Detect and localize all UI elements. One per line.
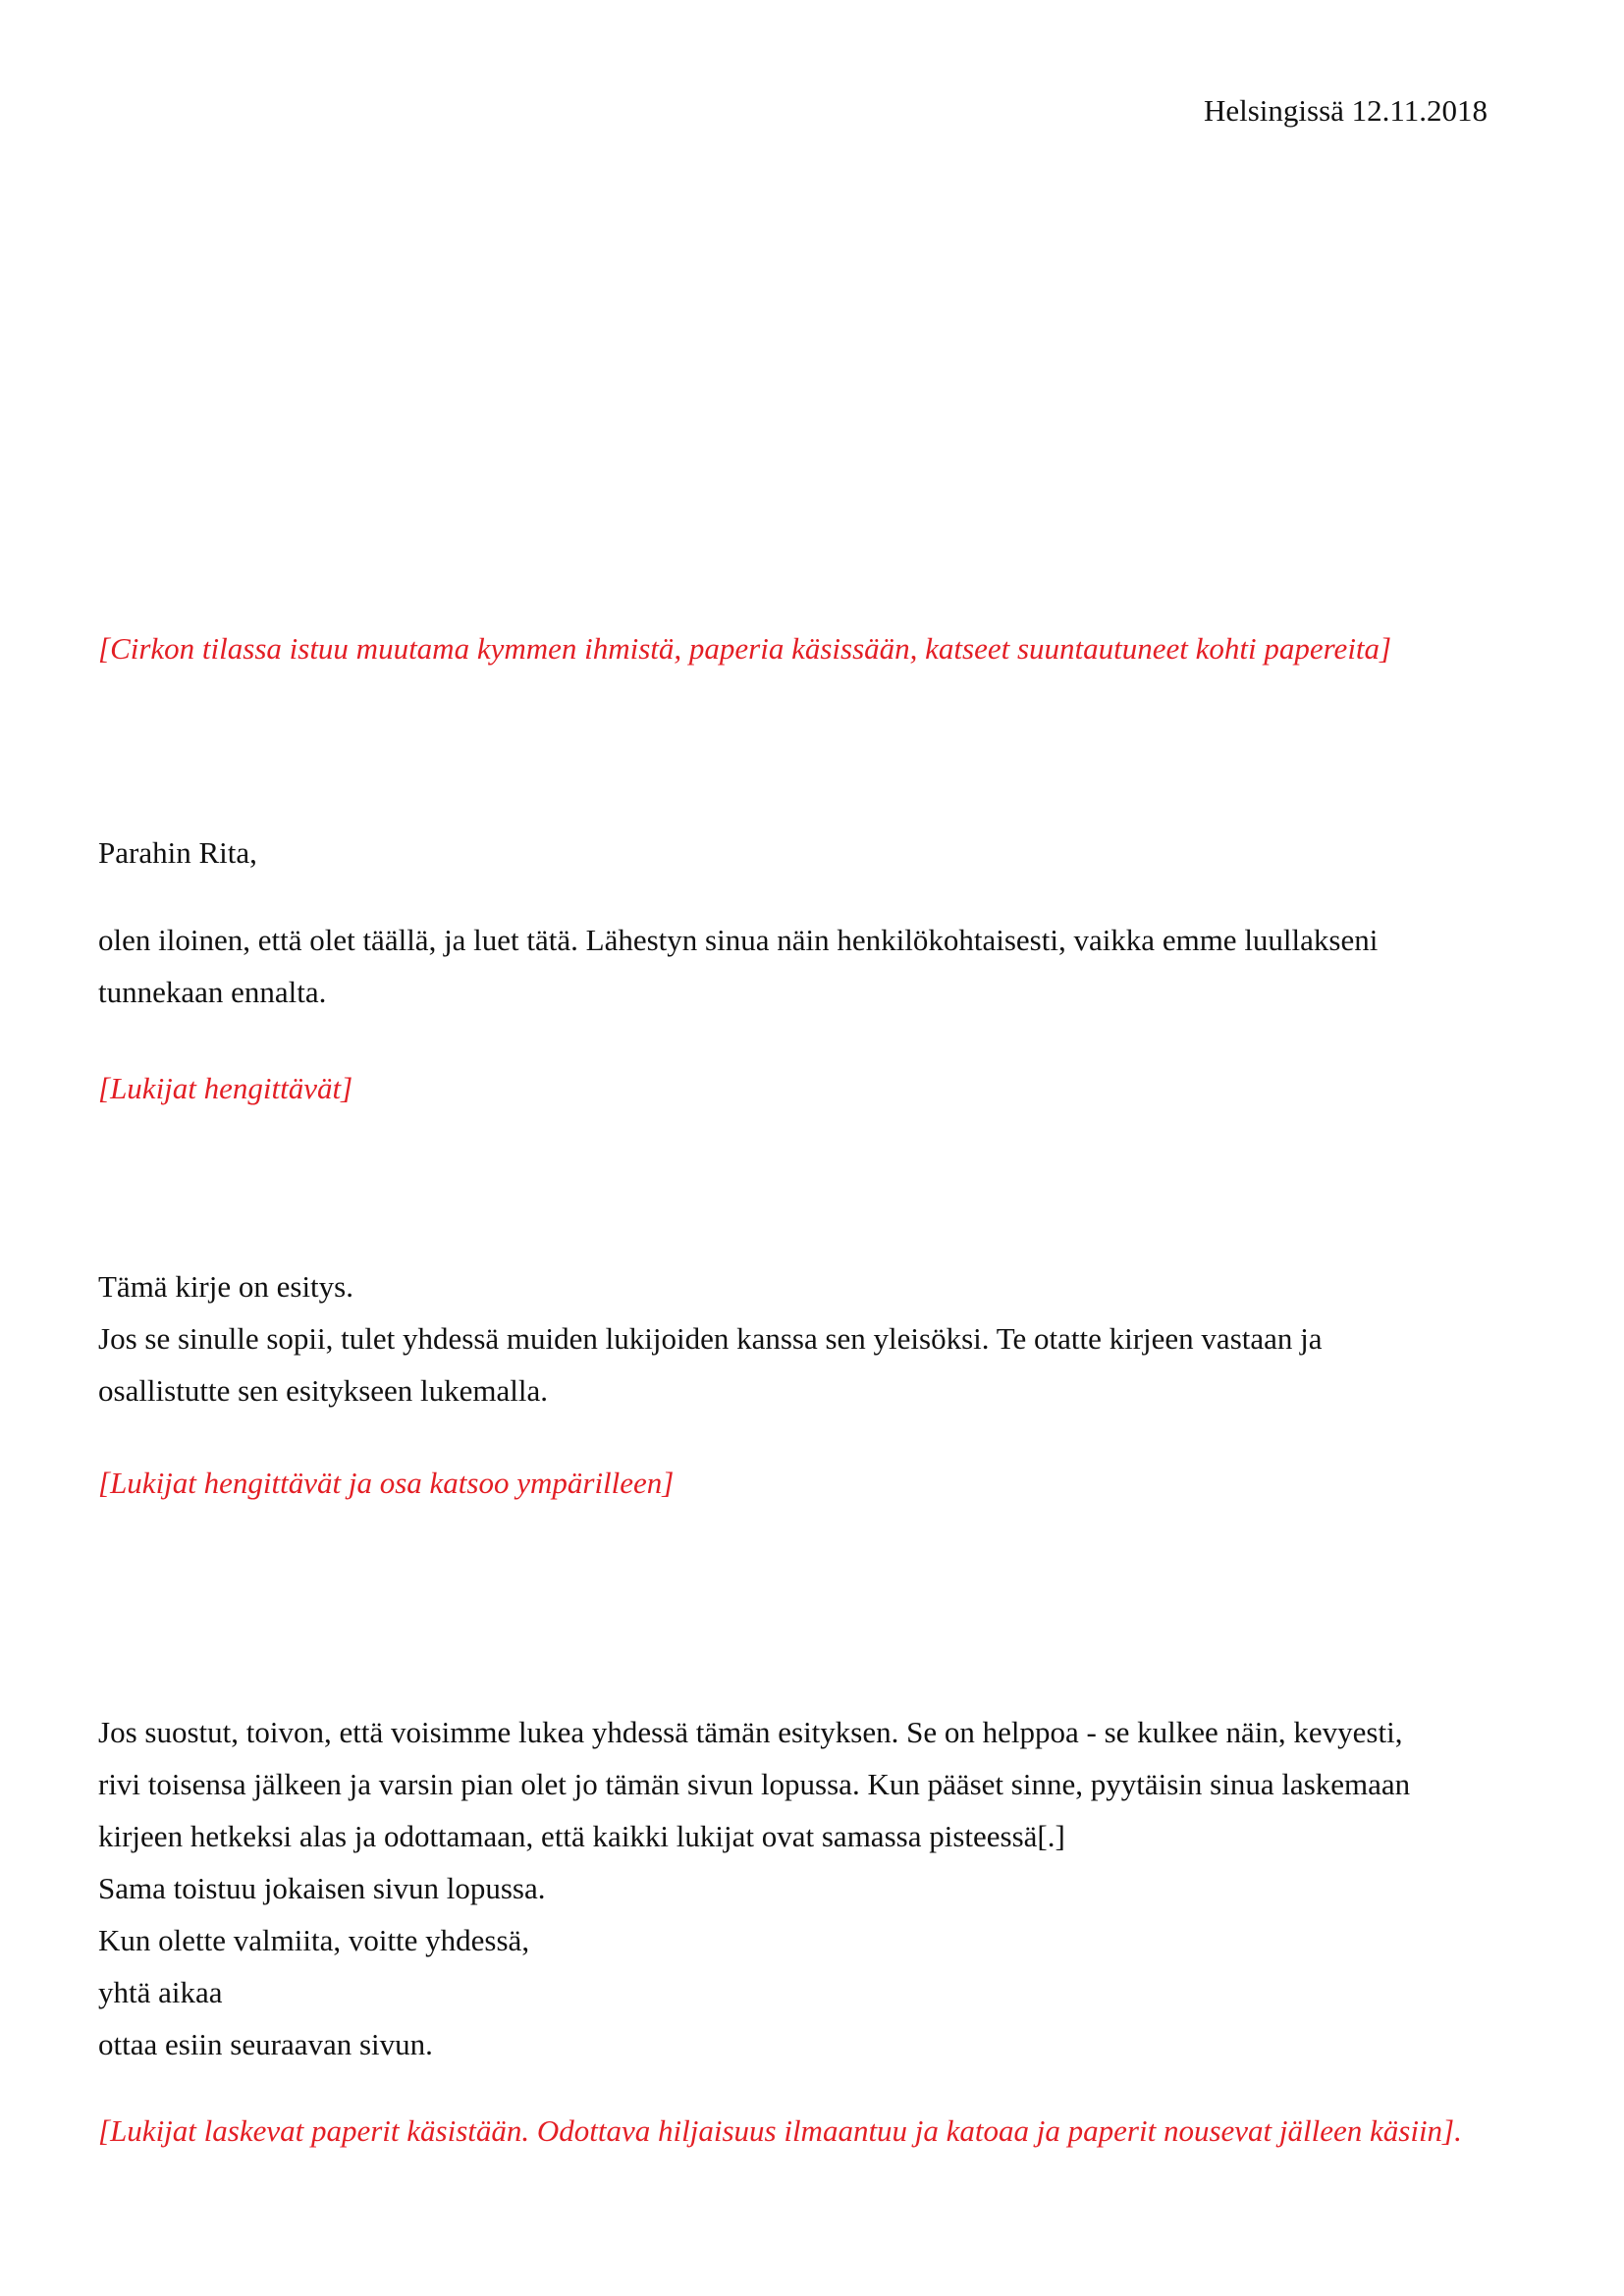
paragraph-line: Jos suostut, toivon, että voisimme lukea yhdessä tämän esityksen. Se on helppoa - se kulkee näin, kevyesti, xyxy=(98,1715,1403,1749)
paragraph-line: yhtä aikaa xyxy=(98,1975,223,2009)
paragraph-letter-is-performance xyxy=(98,1260,1323,1416)
stage-direction-closing: [Lukijat laskevat paperit käsistään. Odottava hiljaisuus ilmaantuu ja katoaa ja paperit nousevat jälleen käsiin]. xyxy=(98,2113,1462,2148)
paragraph-line: olen iloinen, että olet täällä, ja luet tätä. Lähestyn sinua näin henkilökohtaisesti, vaikka emme luullakseni xyxy=(98,923,1379,957)
paragraph-line: Sama toistuu jokaisen sivun lopussa. xyxy=(98,1871,546,1905)
paragraph-line: Tämä kirje on esitys. xyxy=(98,1269,353,1304)
stage-direction-looking-around: [Lukijat hengittävät ja osa katsoo ympärilleen] xyxy=(98,1466,675,1500)
paragraph-reading-instructions xyxy=(98,1706,1410,2070)
stage-direction-opening: [Cirkon tilassa istuu muutama kymmen ihmistä, paperia käsissään, katseet suuntautuneet kohti papereita] xyxy=(98,631,1392,666)
paragraph-line: Kun olette valmiita, voitte yhdessä, xyxy=(98,1923,530,1957)
stage-direction-breathing: [Lukijat hengittävät] xyxy=(98,1071,353,1105)
dateline: Helsingissä 12.11.2018 xyxy=(1203,93,1488,128)
paragraph-greeting xyxy=(98,914,1378,1018)
paragraph-line: tunnekaan ennalta. xyxy=(98,975,327,1009)
paragraph-line: kirjeen hetkeksi alas ja odottamaan, että kaikki lukijat ovat samassa pisteessä[.] xyxy=(98,1819,1065,1853)
salutation: Parahin Rita, xyxy=(98,835,257,870)
paragraph-line: osallistutte sen esitykseen lukemalla. xyxy=(98,1373,549,1408)
paragraph-line: ottaa esiin seuraavan sivun. xyxy=(98,2027,433,2061)
paragraph-line: rivi toisensa jälkeen ja varsin pian olet jo tämän sivun lopussa. Kun pääset sinne, pyytäisin sinua laskemaan xyxy=(98,1767,1411,1801)
paragraph-line: Jos se sinulle sopii, tulet yhdessä muiden lukijoiden kanssa sen yleisöksi. Te otatte kirjeen vastaan ja xyxy=(98,1321,1323,1356)
